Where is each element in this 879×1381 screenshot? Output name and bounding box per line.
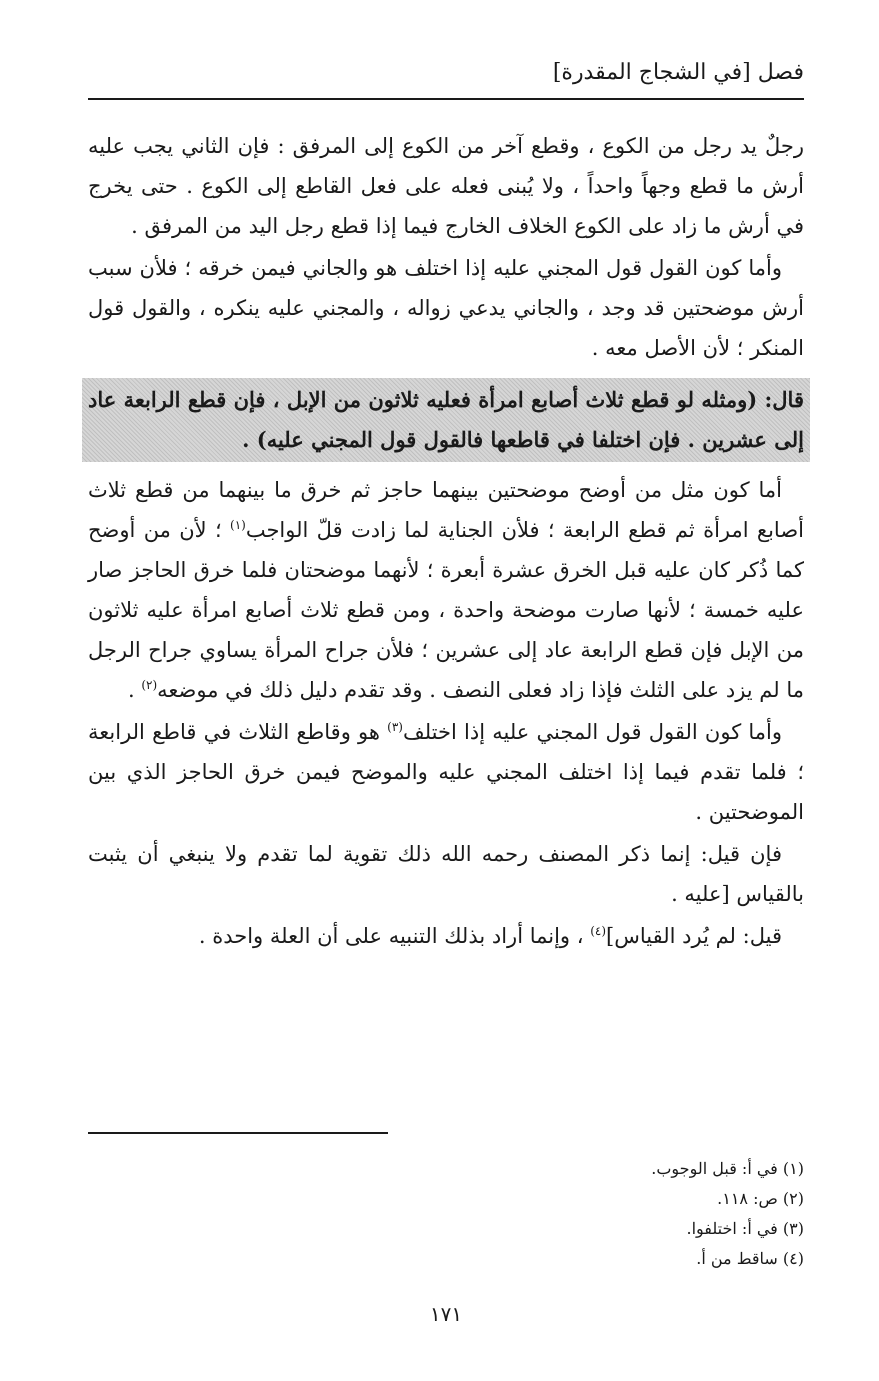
paragraph-1: رجلٌ يد رجل من الكوع ، وقطع آخر من الكوع إلى المرفق : فإن الثاني يجب عليه أرش ما قطع وجهاً واحداً ، ولا يُبنى فعله على فعل القاطع إلى الكوع . حتى يخرج في أرش ما زاد على الكوع الخلاف الخارج فيما إذا قطع رجل اليد من المرفق . [88,134,804,238]
running-header: فصل [في الشجاج المقدرة] [552,60,804,85]
footnote-3: (٣) في أ: اختلفوا. [686,1219,804,1238]
paragraph-4-part-a: وأما كون القول قول المجني عليه إذا اختلف [402,720,783,744]
paragraph-3 [88,470,804,710]
paragraph-3-part-a: أما كون مثل من أوضح موضحتين بينهما حاجز ثم خرق ما بينهما من قطع ثلاث أصابع امرأة ثم قطع الرابعة ؛ فلأن الجناية لما زادت قلّ الواجب [88,478,804,542]
footnote-ref-1: (١) [230,518,246,532]
paragraph-4-part-b: هو وقاطع الثلاث في قاطع الرابعة ؛ فلما تقدم فيما إذا اختلف المجني عليه والموضح فيمن خرق الحاجز الذي بين الموضحتين . [88,720,804,824]
footnote-rule [88,1132,388,1134]
paragraph-3-part-c: . [127,678,142,702]
footnote-1: (١) في أ: قبل الوجوب. [651,1159,804,1178]
paragraph-3-part-b: ؛ لأن من أوضح كما ذُكر كان عليه قبل الخرق عشرة أبعرة ؛ لأنهما موضحتان فلما خرق الحاجز صار عليه خمسة ؛ لأنها صارت موضحة واحدة ، ومن قطع ثلاث أصابع امرأة عليه ثلاثون من الإبل فإن قطع الرابعة عاد إلى عشرين ؛ فلأن جراح المرأة يساوي جراح الرجل ما لم يزد على الثلث فإذا زاد فعلى النصف . وقد تقدم دليل ذلك في موضعه [88,518,804,702]
paragraph-2: وأما كون القول قول المجني عليه إذا اختلف هو والجاني فيمن خرقه ؛ فلأن سبب أرش موضحتين قد وجد ، والجاني يدعي زواله ، والمجني عليه ينكره ، والقول قول المنكر ؛ لأن الأصل معه . [88,256,804,360]
quoted-matn: قال: (ومثله لو قطع ثلاث أصابع امرأة فعليه ثلاثون من الإبل ، فإن قطع الرابعة عاد إلى عشرين . فإن اختلفا في قاطعها فالقول قول المجني عليه) . [82,378,810,462]
paragraph-4 [88,712,804,832]
paragraph-5: فإن قيل: إنما ذكر المصنف رحمه الله ذلك تقوية لما تقدم ولا ينبغي أن يثبت بالقياس [عليه . [88,842,804,906]
document-page [88,40,804,1360]
header-rule [88,98,804,100]
page-number: ١٧١ [429,1302,463,1326]
main-text [88,126,804,958]
paragraph-6 [88,916,804,956]
footnote-ref-4: (٤) [590,924,607,938]
footnote-ref-2: (٢) [141,678,158,692]
paragraph-6-part-b: ، وإنما أراد بذلك التنبيه على أن العلة واحدة . [198,924,591,948]
paragraph-6-part-a: قيل: لم يُرد القياس] [606,924,782,948]
footnote-2: (٢) ص: ١١٨. [717,1189,804,1208]
footnote-4: (٤) ساقط من أ. [696,1249,804,1268]
footnotes [651,1154,804,1274]
footnote-ref-3: (٣) [387,720,403,734]
